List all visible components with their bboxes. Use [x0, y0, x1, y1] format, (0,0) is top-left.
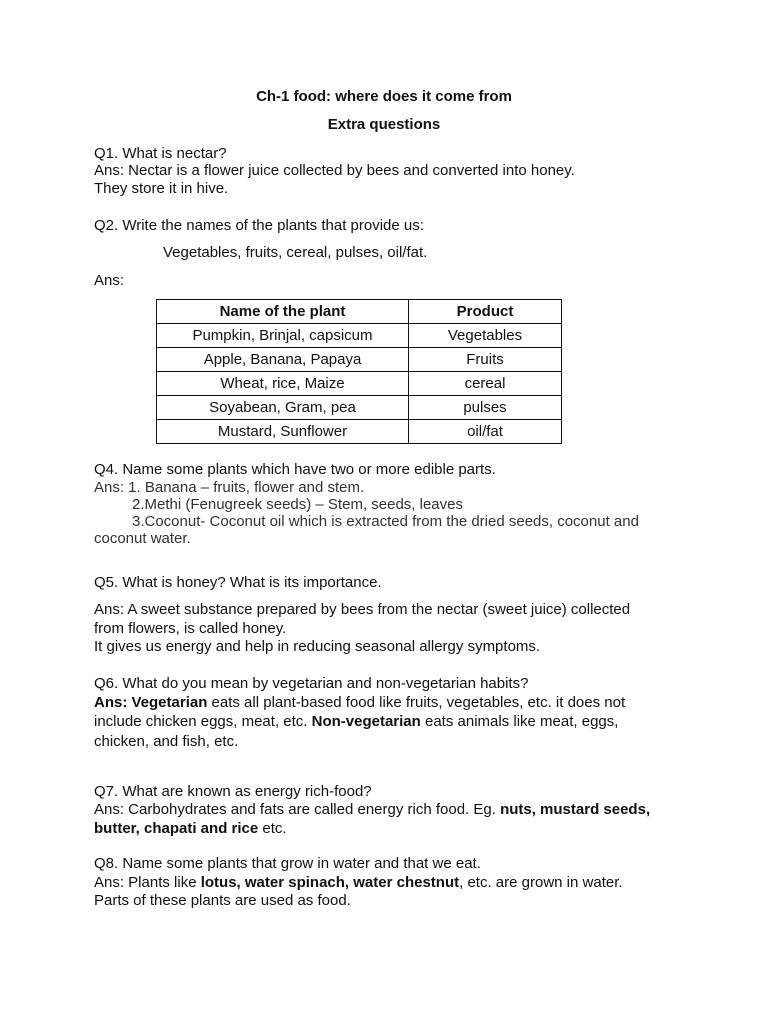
- table-cell-product: cereal: [409, 372, 562, 396]
- table-cell-plant: Wheat, rice, Maize: [157, 372, 409, 396]
- q4-answer-line: 3.Coconut- Coconut oil which is extracted from the dried seeds, coconut and: [132, 513, 639, 530]
- q7-ans-text: Ans: Carbohydrates and fats are called energy rich food. Eg.: [94, 801, 501, 818]
- table-cell-product: Vegetables: [409, 324, 562, 348]
- q8-question: Q8. Name some plants that grow in water and that we eat.: [94, 855, 481, 872]
- q1-question: Q1. What is nectar?: [94, 145, 227, 162]
- q8-answer-line-1: [94, 874, 623, 892]
- q6-question: Q6. What do you mean by vegetarian and non-vegetarian habits?: [94, 675, 529, 692]
- table-cell-product: Fruits: [409, 348, 562, 372]
- table-row: [157, 324, 562, 348]
- q1-answer-line: Ans: Nectar is a flower juice collected by bees and converted into honey.: [94, 162, 575, 179]
- q5-answer-line: It gives us energy and help in reducing seasonal allergy symptoms.: [94, 638, 541, 655]
- q8-ans-text: , etc. are grown in water.: [459, 874, 623, 891]
- q6-ans-text: eats animals like meat, eggs,: [420, 713, 619, 730]
- table-header-plant: Name of the plant: [157, 300, 409, 324]
- table-cell-plant: Apple, Banana, Papaya: [157, 348, 409, 372]
- q1-answer-line: They store it in hive.: [94, 180, 229, 197]
- table-row: [157, 372, 562, 396]
- q5-answer-line: Ans: A sweet substance prepared by bees from the nectar (sweet juice) collected: [94, 601, 631, 618]
- q7-ans-bold: butter, chapati and rice: [94, 820, 259, 837]
- q7-ans-bold: nuts, mustard seeds,: [500, 801, 651, 818]
- q7-ans-text: etc.: [258, 820, 287, 837]
- table-row: [157, 348, 562, 372]
- q4-answer-line: 2.Methi (Fenugreek seeds) – Stem, seeds, leaves: [132, 496, 463, 513]
- q8-ans-bold: lotus, water spinach, water chestnut: [200, 874, 460, 891]
- page-title: Ch-1 food: where does it come from: [256, 88, 512, 105]
- q7-answer-line-1: [94, 801, 650, 819]
- table-cell-product: pulses: [409, 396, 562, 420]
- table-cell-product: oil/fat: [409, 420, 562, 444]
- q2-ans-label: Ans:: [94, 272, 125, 289]
- q5-answer-line: from flowers, is called honey.: [94, 620, 287, 637]
- q8-ans-text: Ans: Plants like: [94, 874, 201, 891]
- table-header-product: Product: [409, 300, 562, 324]
- table-row: [157, 396, 562, 420]
- q7-answer-line-2: [94, 820, 287, 838]
- q6-answer-line-1: [94, 694, 625, 712]
- plants-table: [156, 299, 562, 444]
- q8-answer-line-2: Parts of these plants are used as food.: [94, 892, 351, 909]
- q4-question: Q4. Name some plants which have two or more edible parts.: [94, 461, 496, 478]
- q2-question: Q2. Write the names of the plants that provide us:: [94, 217, 424, 234]
- table-cell-plant: Soyabean, Gram, pea: [157, 396, 409, 420]
- q5-question: Q5. What is honey? What is its importance.: [94, 574, 382, 591]
- q6-answer-line-2: [94, 713, 618, 731]
- table-header-row: [157, 300, 562, 324]
- q6-ans-vegetarian: Ans: Vegetarian: [94, 694, 208, 711]
- q6-ans-nonvegetarian: Non-vegetarian: [311, 713, 421, 730]
- page-subtitle: Extra questions: [327, 116, 441, 133]
- q7-question: Q7. What are known as energy rich-food?: [94, 783, 372, 800]
- q4-answer-line: coconut water.: [94, 530, 191, 547]
- q4-answer-line: Ans: 1. Banana – fruits, flower and stem.: [94, 479, 365, 496]
- q6-answer-line-3: chicken, and fish, etc.: [94, 733, 239, 750]
- table-row: [157, 420, 562, 444]
- table-cell-plant: Mustard, Sunflower: [157, 420, 409, 444]
- q2-items: Vegetables, fruits, cereal, pulses, oil/fat.: [163, 244, 428, 261]
- q6-ans-text: eats all plant-based food like fruits, vegetables, etc. it does not: [207, 694, 626, 711]
- table-cell-plant: Pumpkin, Brinjal, capsicum: [157, 324, 409, 348]
- q6-ans-text: include chicken eggs, meat, etc.: [94, 713, 312, 730]
